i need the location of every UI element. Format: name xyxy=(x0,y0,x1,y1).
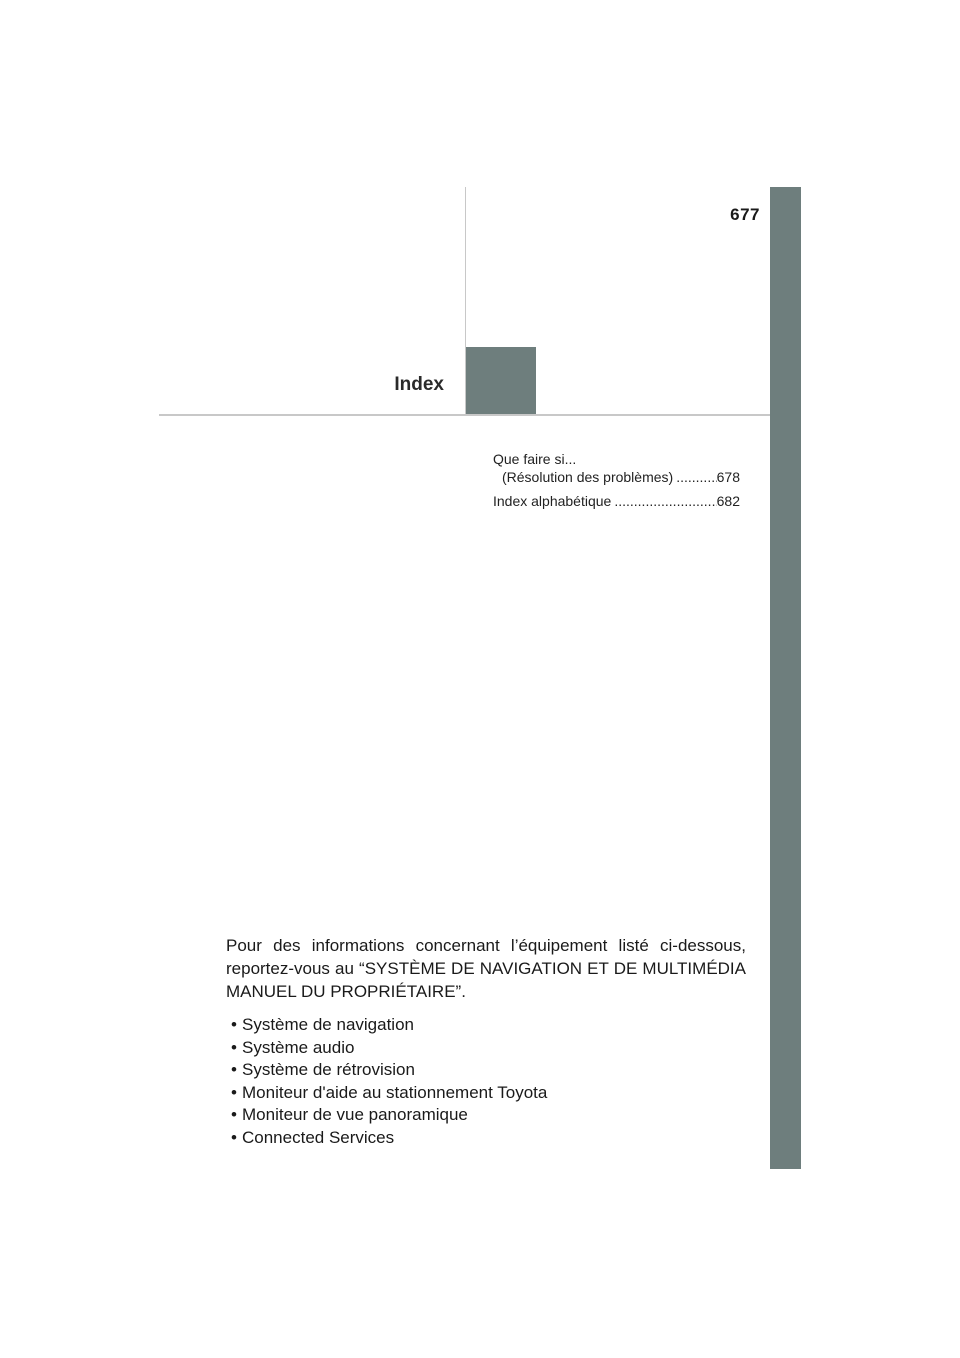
list-item-text: Moniteur de vue panoramique xyxy=(242,1105,468,1125)
list-item-text: Connected Services xyxy=(242,1127,395,1147)
section-color-block xyxy=(466,347,536,415)
dot-leader xyxy=(673,468,716,486)
intro-paragraph: Pour des informations concernant l’équipement listé ci-dessous, reportez-vous au “SYSTÈME DE NAVIGATION ET DE MULTIMÉDIA MANUEL DU PROPRIÉTAIRE”. xyxy=(226,936,746,1001)
intro-paragraph-block xyxy=(226,934,746,1003)
table-of-contents xyxy=(493,450,740,516)
toc-entry-row xyxy=(493,492,740,510)
bullet-icon: • xyxy=(231,1060,237,1080)
toc-entry-subtitle-row xyxy=(493,468,740,486)
list-item xyxy=(226,1014,746,1037)
section-title: Index xyxy=(394,374,444,395)
bullet-icon: • xyxy=(231,1037,237,1057)
list-item xyxy=(226,1037,746,1060)
list-item xyxy=(226,1127,746,1150)
list-item-text: Moniteur d'aide au stationnement Toyota xyxy=(242,1082,548,1102)
equipment-list xyxy=(226,1014,746,1150)
toc-entry-troubleshooting[interactable] xyxy=(493,450,740,486)
page-number: 677 xyxy=(730,205,760,224)
chapter-side-tab xyxy=(770,187,801,1169)
list-item-text: Système de rétrovision xyxy=(242,1060,415,1080)
toc-page-number: 678 xyxy=(716,469,740,485)
bullet-icon: • xyxy=(231,1127,237,1147)
list-item-text: Système audio xyxy=(242,1037,355,1057)
list-item xyxy=(226,1082,746,1105)
dot-leader xyxy=(611,492,716,510)
list-item-text: Système de navigation xyxy=(242,1015,414,1034)
bullet-icon: • xyxy=(231,1015,237,1034)
bullet-icon: • xyxy=(231,1082,237,1102)
toc-entry-alphabetical-index[interactable] xyxy=(493,492,740,510)
list-item xyxy=(226,1104,746,1127)
header-horizontal-divider xyxy=(159,414,770,416)
toc-entry-title xyxy=(493,450,740,468)
toc-entry-subtitle: (Résolution des problèmes) xyxy=(502,469,674,485)
toc-entry-label: Que faire si... xyxy=(493,451,577,467)
toc-entry-label: Index alphabétique xyxy=(493,493,612,509)
toc-page-number: 682 xyxy=(716,493,740,509)
bullet-icon: • xyxy=(231,1105,237,1125)
list-item xyxy=(226,1059,746,1082)
